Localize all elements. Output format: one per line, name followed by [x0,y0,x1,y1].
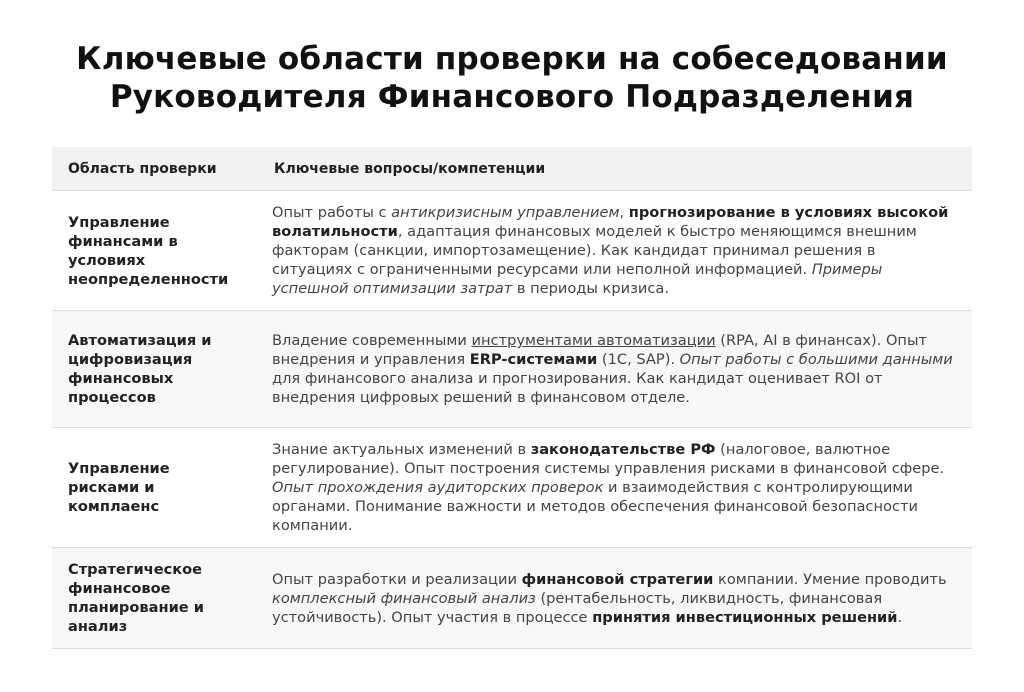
text-run: , адаптация финансовых моделей к быстро меняющимся внешним факторам (санкции, импортозамещение). Как кандидат принимал решения в ситуациях с ограниченными ресурсами или неполной информацией. [272,223,917,278]
table-row [52,428,972,548]
text-run: Опыт разработки и реализации [272,570,522,588]
emphasis-italic: Опыт работы с большими данными [679,351,953,368]
emphasis-bold: принятия инвестиционных решений [592,608,898,626]
row-description [258,311,972,428]
competency-table [52,147,972,649]
row-area-label: Управление финансами в условиях неопределенности [68,213,229,288]
text-run: и взаимодействия с контролирующими органами. Понимание важности и методов обеспечения финансовой безопасности компании. [272,479,918,534]
page-title [0,0,1024,116]
table-row [52,191,972,311]
emphasis-italic: Примеры успешной оптимизации затрат [272,261,883,297]
text-run: . [897,608,903,626]
text-run: Знание актуальных изменений в [272,441,531,458]
text-run: в периоды кризиса. [512,280,669,297]
row-area-label: Стратегическое финансовое планирование и анализ [68,561,204,635]
table-header-row [52,147,972,191]
emphasis-italic: Опыт прохождения аудиторских проверок [272,479,604,496]
text-run: (рентабельность, ликвидность, финансовая устойчивость). Опыт участия в процессе [272,589,883,626]
text-run: Владение современными [272,332,472,349]
row-description [258,548,972,649]
page-title-line-1: Ключевые области проверки на собеседовании [76,41,948,77]
emphasis-bold: законодательстве РФ [530,441,716,458]
text-run: (RPA, AI в финансах). Опыт внедрения и управления [272,332,927,368]
row-area-label: Автоматизация и цифровизация финансовых процессов [68,332,212,406]
page-title-line-2: Руководителя Финансового Подразделения [109,79,915,115]
emphasis-bold: финансовой стратегии [521,570,714,588]
emphasis-underline: инструментами автоматизации [471,332,716,349]
table-row [52,311,972,428]
text-run: (налоговое, валютное регулирование). Опыт построения системы управления рисками в финансовой сфере. [272,441,945,477]
row-description [258,428,972,548]
text-run: для финансового анализа и прогнозирования. Как кандидат оценивает ROI от внедрения цифровых решений в финансовом отделе. [272,370,883,406]
column-header-competencies: Ключевые вопросы/компетенции [274,160,546,177]
text-run: , [619,204,629,221]
emphasis-italic: комплексный финансовый анализ [272,589,536,607]
text-run: компании. Умение проводить [713,570,947,588]
text-run: (1С, SAP). [597,351,680,368]
row-area-label: Управление рисками и комплаенс [68,460,170,515]
row-description [258,191,972,311]
emphasis-bold: прогнозирование в условиях высокой волатильности [272,204,949,240]
emphasis-bold: ERP-системами [469,351,598,368]
column-header-area: Область проверки [68,160,217,177]
table-row [52,548,972,649]
text-run: Опыт работы с [272,204,392,221]
emphasis-italic: антикризисным управлением [391,204,620,221]
